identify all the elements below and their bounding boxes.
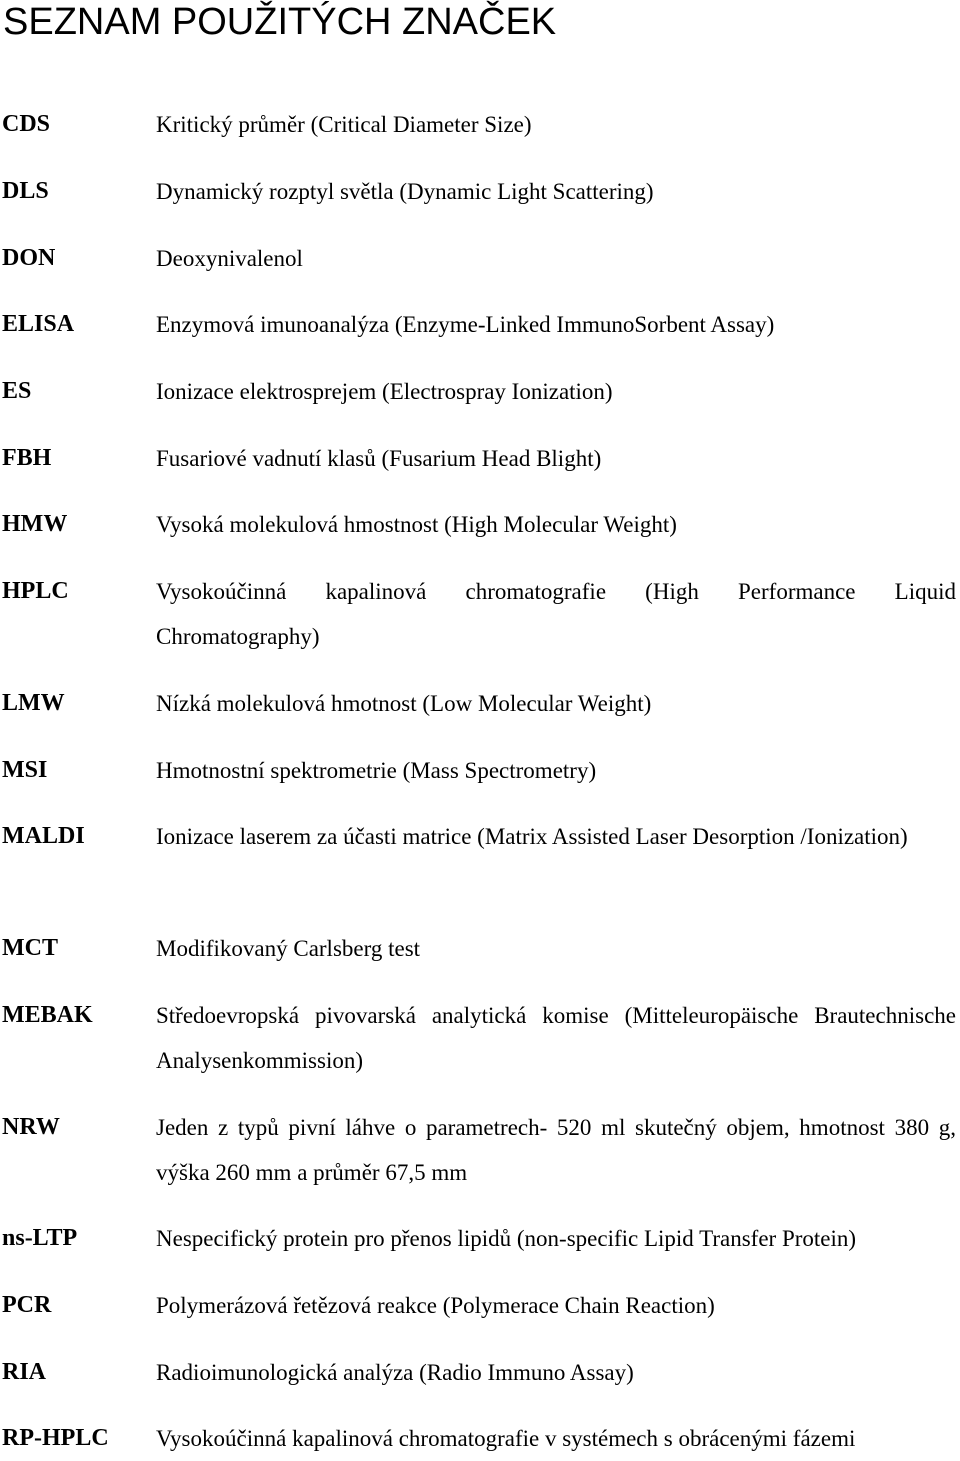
abbreviation: NRW xyxy=(2,1114,60,1140)
abbreviation: MCT xyxy=(2,935,58,961)
abbreviation-description: Vysoká molekulová hmostnost (High Molecular Weight) xyxy=(156,512,677,537)
abbreviation-description: Hmotnostní spektrometrie (Mass Spectrometry) xyxy=(156,758,597,783)
abbreviation: MALDI xyxy=(2,823,85,849)
abbreviation-description: Nespecifický protein pro přenos lipidů (non-specific Lipid Transfer Protein) xyxy=(156,1226,857,1251)
abbreviation-description: Enzymová imunoanalýza (Enzyme-Linked ImmunoSorbent Assay) xyxy=(156,312,775,337)
abbreviation: RP-HPLC xyxy=(2,1425,109,1451)
abbreviation-description: Radioimunologická analýza (Radio Immuno Assay) xyxy=(156,1360,634,1385)
abbreviation-description: Fusariové vadnutí klasů (Fusarium Head Blight) xyxy=(156,446,602,471)
abbreviation: FBH xyxy=(2,445,52,471)
abbreviation-description: Vysokoúčinná kapalinová chromatografie v systémech s obrácenými fázemi xyxy=(156,1426,856,1451)
abbreviation-description: Dynamický rozptyl světla (Dynamic Light Scattering) xyxy=(156,179,654,204)
abbreviation-description: Ionizace laserem za účasti matrice (Matrix Assisted Laser Desorption /Ionization) xyxy=(156,824,908,849)
abbreviation-description: Vysokoúčinná kapalinová chromatografie (High Performance Liquid Chromatography) xyxy=(156,579,956,649)
abbreviation: RIA xyxy=(2,1359,47,1385)
abbreviation-description: Jeden z typů pivní láhve o parametrech- 520 ml skutečný objem, hmotnost 380 g, výška 260 mm a průměr 67,5 mm xyxy=(156,1115,956,1185)
abbreviation: PCR xyxy=(2,1292,52,1318)
abbreviation: MSI xyxy=(2,757,48,783)
abbreviation: ELISA xyxy=(2,311,75,337)
abbreviation: ns-LTP xyxy=(2,1225,78,1251)
abbreviation: HMW xyxy=(2,511,68,537)
abbreviation-description: Deoxynivalenol xyxy=(156,246,303,271)
abbreviation-description: Nízká molekulová hmotnost (Low Molecular Weight) xyxy=(156,691,652,716)
abbreviation: DON xyxy=(2,245,56,271)
abbreviation: LMW xyxy=(2,690,65,716)
abbreviation-description: Kritický průměr (Critical Diameter Size) xyxy=(156,112,532,137)
abbreviation-description: Středoevropská pivovarská analytická komise (Mitteleuropäische Brautechnische Analysenkommission) xyxy=(156,1003,956,1073)
abbreviation: HPLC xyxy=(2,578,69,604)
abbreviation: ES xyxy=(2,378,32,404)
page-title: SEZNAM POUŽITÝCH ZNAČEK xyxy=(3,1,557,43)
abbreviation: DLS xyxy=(2,178,49,204)
abbreviation-description: Polymerázová řetězová reakce (Polymerace Chain Reaction) xyxy=(156,1293,715,1318)
abbreviation: MEBAK xyxy=(2,1002,93,1028)
abbreviation: CDS xyxy=(2,111,51,137)
abbreviation-description: Modifikovaný Carlsberg test xyxy=(156,936,421,961)
abbreviation-description: Ionizace elektrosprejem (Electrospray Ionization) xyxy=(156,379,613,404)
